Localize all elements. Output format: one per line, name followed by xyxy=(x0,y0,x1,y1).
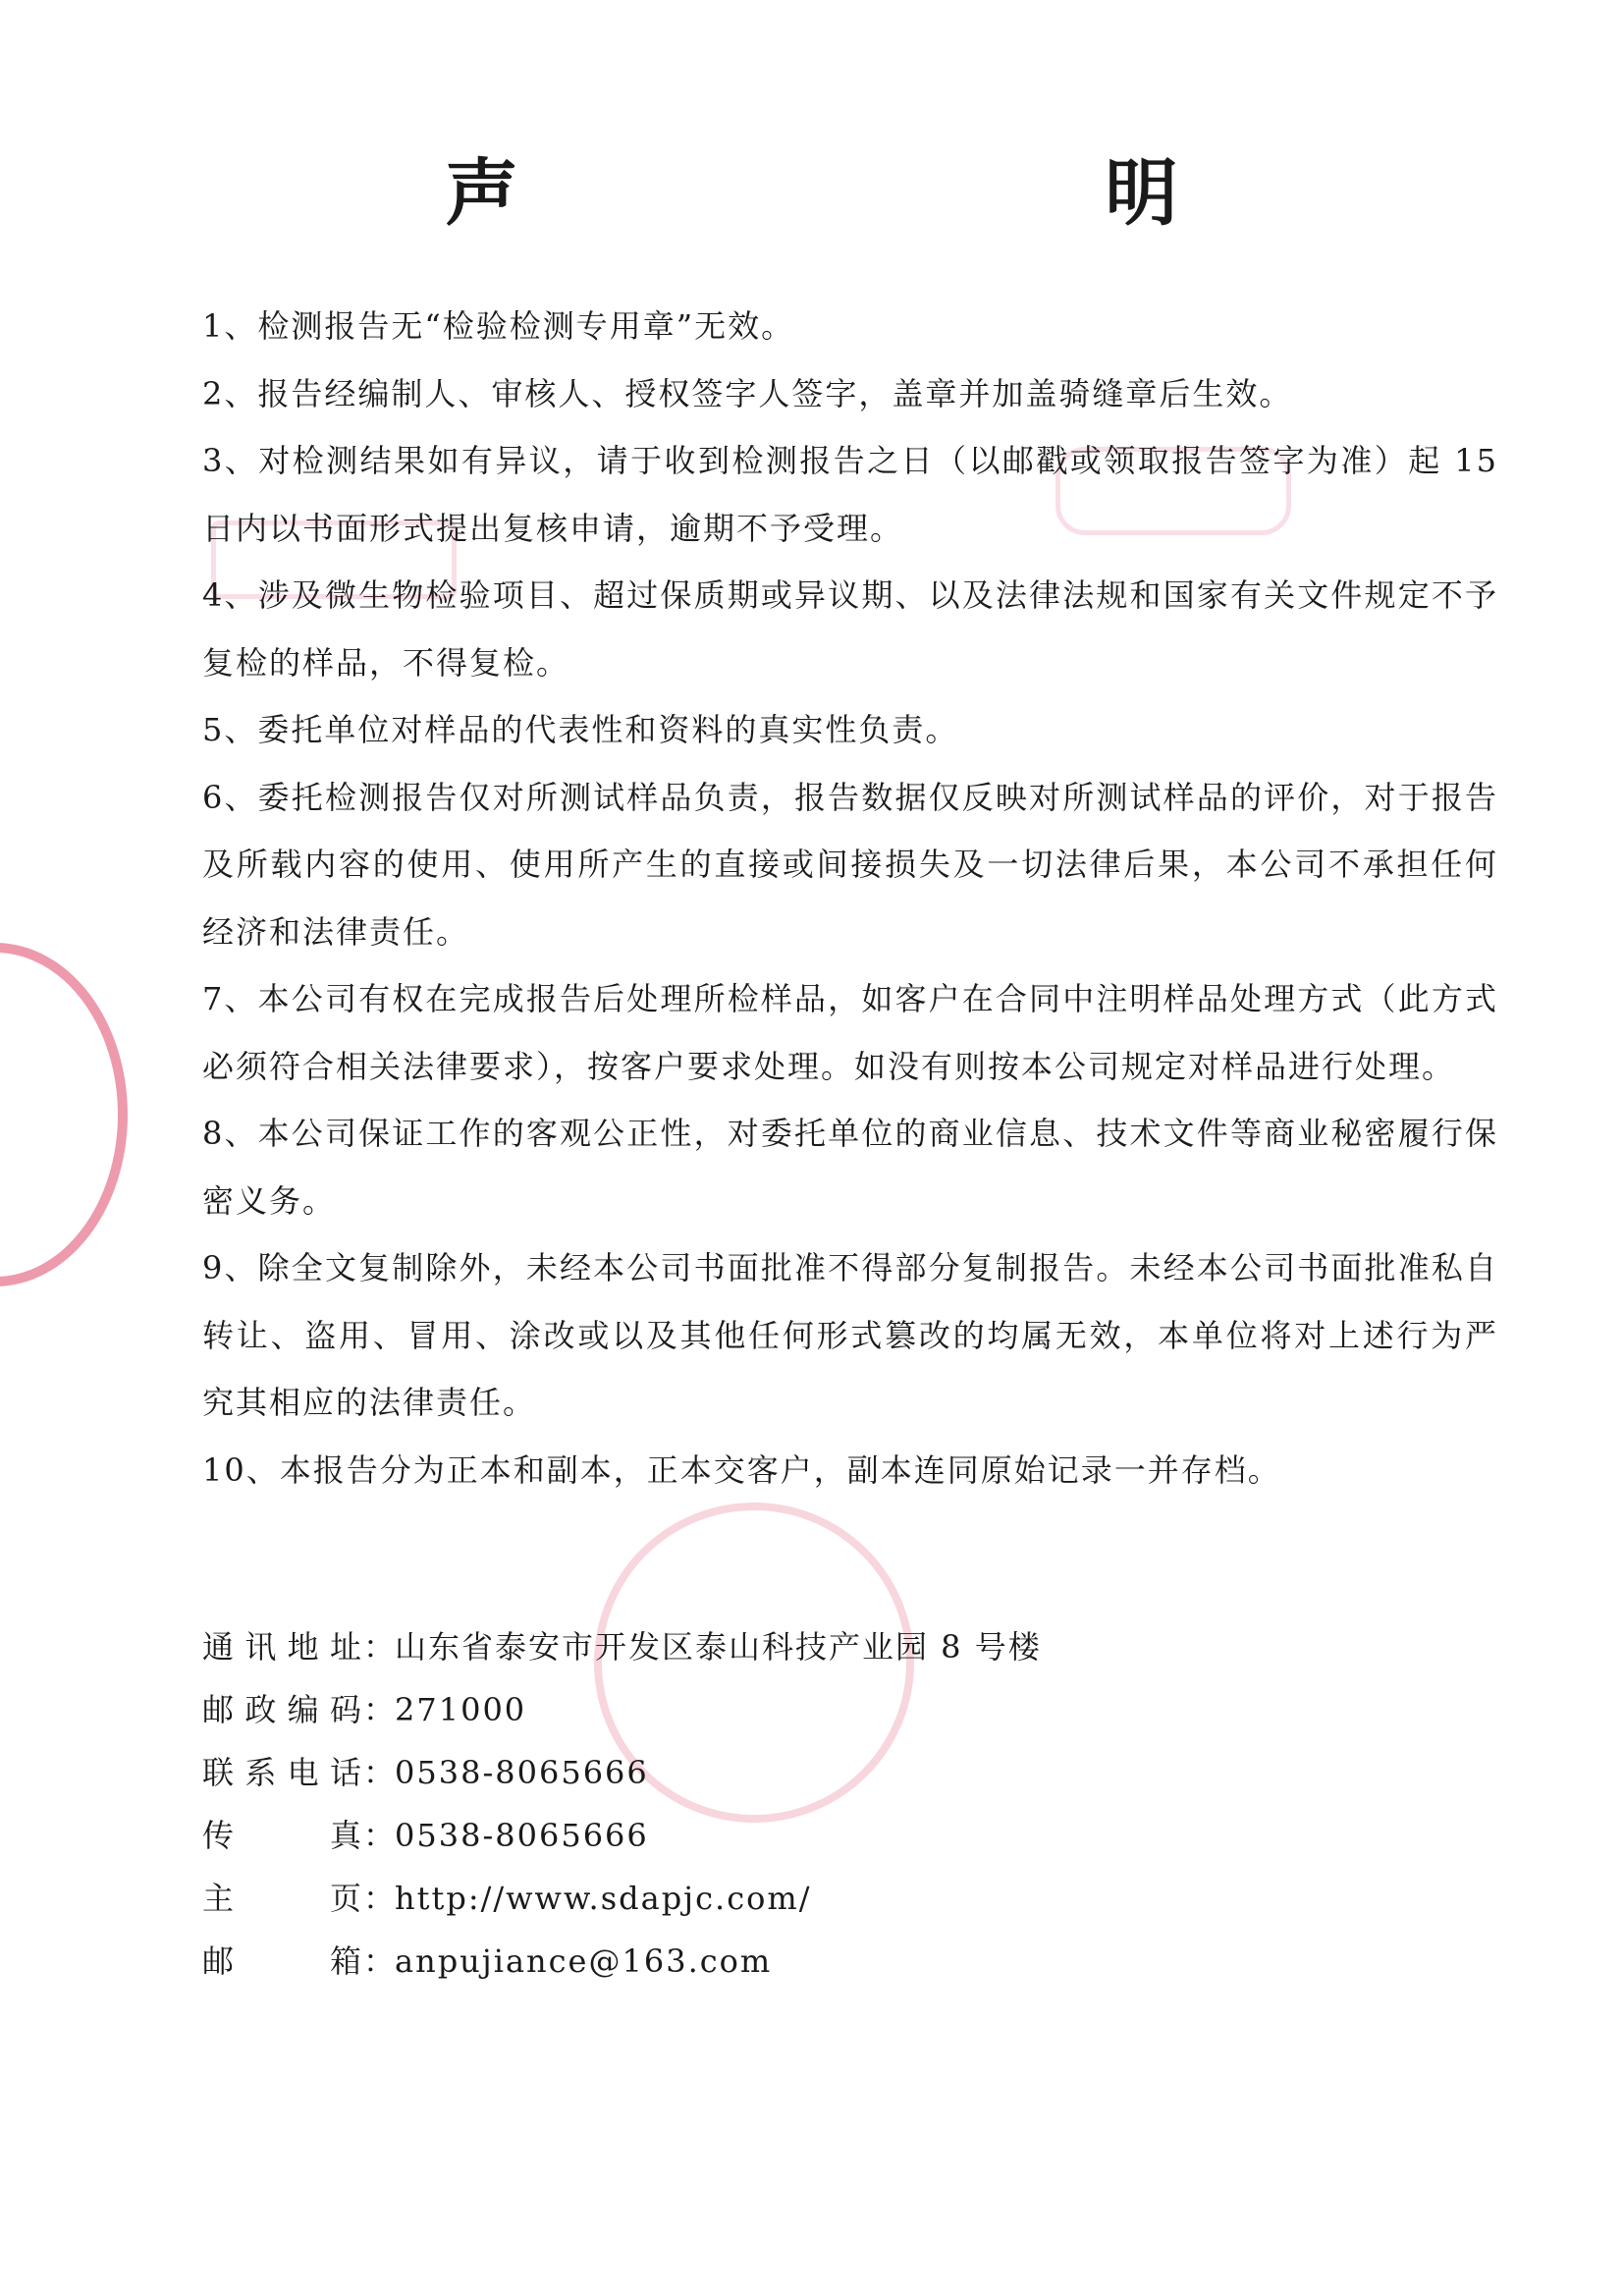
clause-item: 1、检测报告无“检验检测专用章”无效。 xyxy=(202,307,795,345)
contact-label: 邮箱 xyxy=(202,1942,363,1980)
contact-value: 271000 xyxy=(395,1691,527,1728)
clause-item: 7、本公司有权在完成报告后处理所检样品，如客户在合同中注明样品处理方式（此方式必须符合相关法律要求），按客户要求处理。如没有则按本公司规定对样品进行处理。 xyxy=(202,980,1498,1085)
contact-row-postcode xyxy=(202,1678,1282,1741)
contact-row-email xyxy=(202,1930,1282,1993)
clause-item: 3、对检测结果如有异议，请于收到检测报告之日（以邮戳或领取报告签字为准）起 15 日内以书面形式提出复核申请，逾期不予受理。 xyxy=(202,442,1498,547)
clause-item: 10、本报告分为正本和副本，正本交客户，副本连同原始记录一并存档。 xyxy=(202,1450,1281,1489)
contact-value: 山东省泰安市开发区泰山科技产业园 8 号楼 xyxy=(395,1628,1042,1666)
red-seal-stamp xyxy=(0,943,128,1286)
contact-row-phone xyxy=(202,1741,1282,1804)
contact-separator: ： xyxy=(363,1628,398,1666)
contact-value: http://www.sdapjc.com/ xyxy=(395,1880,812,1917)
contact-separator: ： xyxy=(363,1817,398,1854)
clause-item: 8、本公司保证工作的客观公正性，对委托单位的商业信息、技术文件等商业秘密履行保密义务。 xyxy=(202,1115,1498,1220)
page-title: 声 明 xyxy=(445,151,1325,236)
contact-separator: ： xyxy=(363,1754,398,1791)
contact-label: 邮政编码 xyxy=(202,1691,363,1728)
contact-separator: ： xyxy=(363,1691,398,1728)
contact-row-fax xyxy=(202,1804,1282,1867)
clause-list xyxy=(202,293,1498,1503)
contact-separator: ： xyxy=(363,1942,398,1980)
contact-block xyxy=(202,1615,1282,1993)
clause-item: 2、报告经编制人、审核人、授权签字人签字，盖章并加盖骑缝章后生效。 xyxy=(202,374,1293,412)
contact-value: 0538-8065666 xyxy=(395,1817,649,1854)
contact-label: 通讯地址 xyxy=(202,1628,363,1666)
contact-label: 主页 xyxy=(202,1880,363,1917)
contact-label: 联系电话 xyxy=(202,1754,363,1791)
contact-value: 0538-8065666 xyxy=(395,1754,649,1791)
contact-row-homepage xyxy=(202,1867,1282,1930)
contact-value: anpujiance@163.com xyxy=(395,1942,773,1980)
contact-separator: ： xyxy=(363,1880,398,1917)
contact-row-address xyxy=(202,1615,1282,1678)
clause-item: 6、委托检测报告仅对所测试样品负责，报告数据仅反映对所测试样品的评价，对于报告及所载内容的使用、使用所产生的直接或间接损失及一切法律后果，本公司不承担任何经济和法律责任。 xyxy=(202,778,1498,951)
clause-item: 4、涉及微生物检验项目、超过保质期或异议期、以及法律法规和国家有关文件规定不予复检的样品，不得复检。 xyxy=(202,576,1498,682)
clause-item: 9、除全文复制除外，未经本公司书面批准不得部分复制报告。未经本公司书面批准私自转让、盗用、冒用、涂改或以及其他任何形式篡改的均属无效，本单位将对上述行为严究其相应的法律责任。 xyxy=(202,1249,1498,1421)
contact-label: 传真 xyxy=(202,1817,363,1854)
clause-item: 5、委托单位对样品的代表性和资料的真实性负责。 xyxy=(202,711,959,748)
